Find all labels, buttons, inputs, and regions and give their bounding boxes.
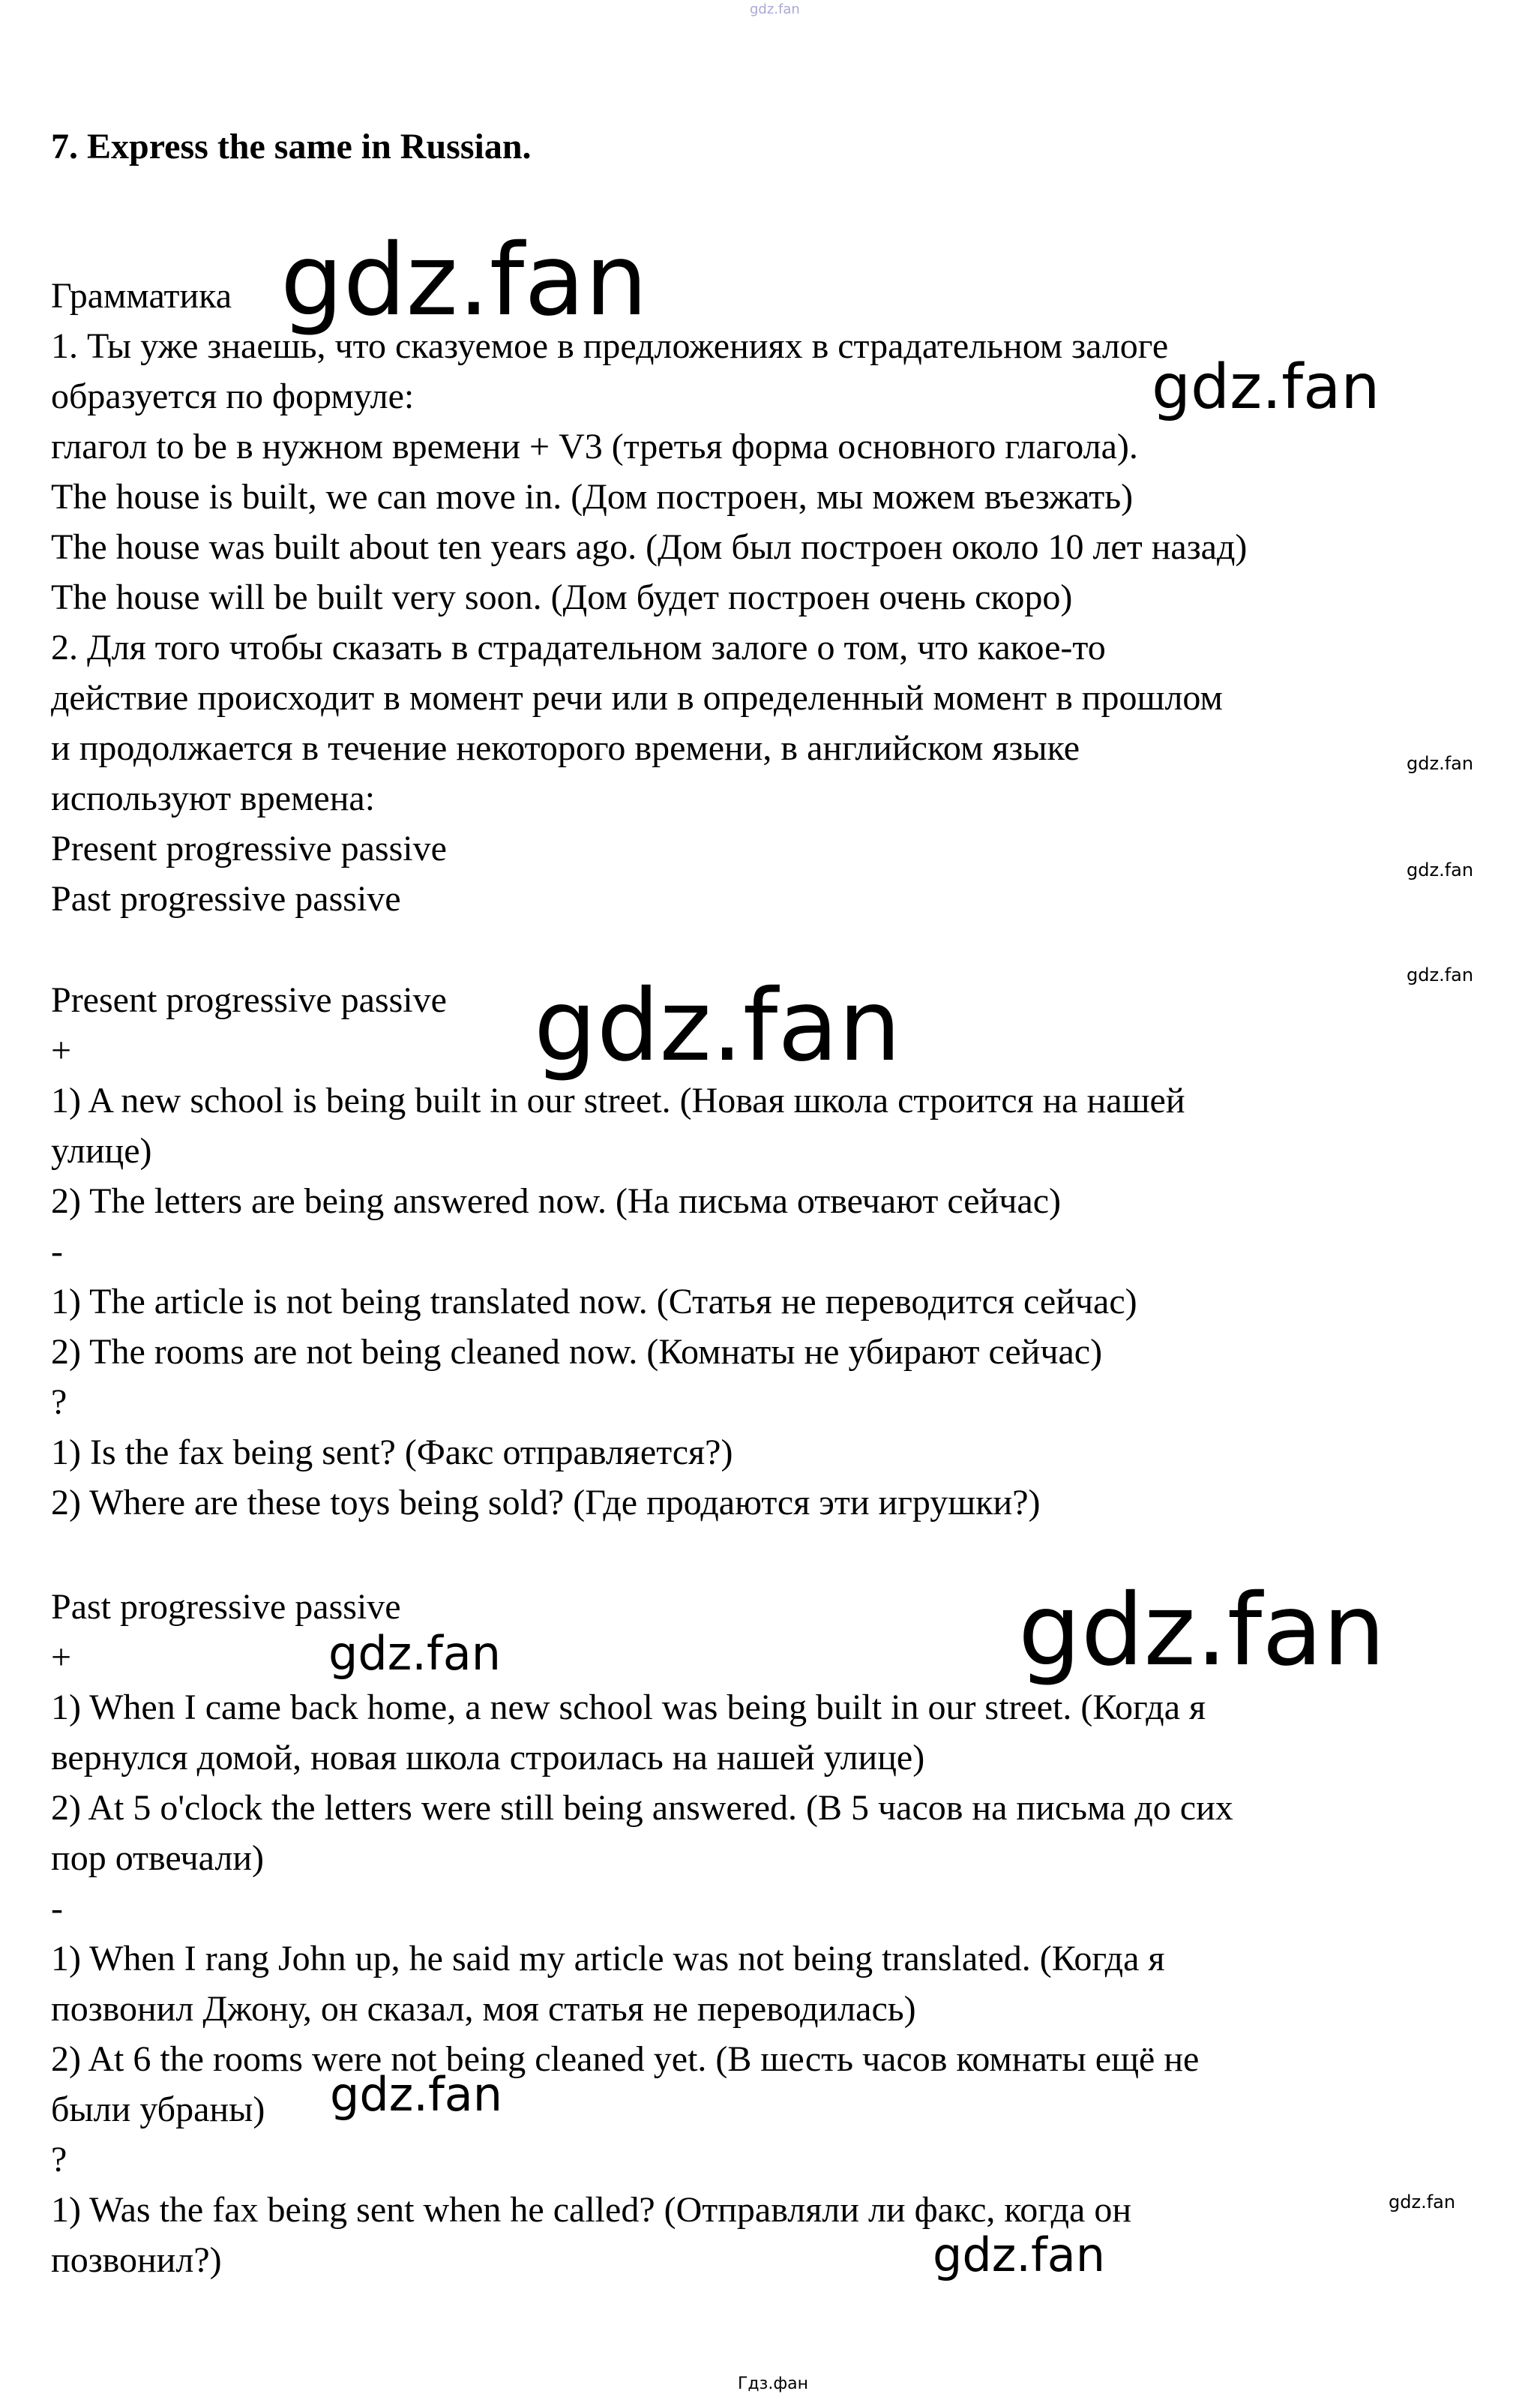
affirmative-marker: + [51, 1637, 72, 1677]
page-footer: Гдз.фан [738, 2374, 808, 2393]
example-line: 2) The letters are being answered now. (На письма отвечают сейчас) [51, 1181, 1062, 1221]
example-line: вернулся домой, новая школа строилась на нашей улице) [51, 1738, 925, 1778]
example-line: 2) Where are these toys being sold? (Где продаются эти игрушки?) [51, 1483, 1041, 1522]
example-line: были убраны) [51, 2090, 265, 2129]
watermark: gdz.fan [330, 2067, 503, 2122]
watermark: gdz.fan [1389, 2192, 1456, 2212]
section-title-grammar: Грамматика [51, 276, 232, 316]
text-line: действие происходит в момент речи или в определенный момент в прошлом [51, 678, 1223, 718]
watermark: gdz.fan [1407, 964, 1474, 986]
watermark: gdz.fan [1018, 1573, 1386, 1688]
example-line: позвонил?) [51, 2240, 222, 2280]
example-line: The house is built, we can move in. (Дом построен, мы можем въезжать) [51, 477, 1134, 517]
example-line: 1) A new school is being built in our street. (Новая школа строится на нашей [51, 1081, 1185, 1120]
watermark: gdz.fan [1152, 352, 1380, 423]
example-line: пор отвечали) [51, 1838, 265, 1878]
watermark: gdz.fan [280, 223, 648, 338]
question-marker: ? [51, 2140, 67, 2180]
question-marker: ? [51, 1382, 67, 1422]
example-line: 1) Was the fax being sent when he called? (Отправляли ли факс, когда он [51, 2190, 1132, 2230]
text-line: и продолжается в течение некоторого времени, в английском языке [51, 728, 1080, 768]
text-line: образуется по формуле: [51, 376, 415, 416]
example-line: 1) Is the fax being sent? (Факс отправляется?) [51, 1432, 733, 1472]
watermark: gdz.fan [933, 2228, 1106, 2282]
example-line: 1) When I rang John up, he said my article was not being translated. (Когда я [51, 1939, 1165, 1978]
tense-name: Past progressive passive [51, 879, 401, 919]
top-watermark: gdz.fan [750, 2, 800, 17]
negative-marker: - [51, 1232, 63, 1271]
text-line: глагол to be в нужном времени + V3 (третья форма основного глагола). [51, 427, 1138, 466]
example-line: The house will be built very soon. (Дом будет построен очень скоро) [51, 578, 1073, 617]
watermark: gdz.fan [328, 1626, 502, 1681]
example-line: позвонил Джону, он сказал, моя статья не переводилась) [51, 1989, 916, 2029]
tense-name: Present progressive passive [51, 829, 447, 868]
negative-marker: - [51, 1888, 63, 1928]
example-line: 2) At 5 o'clock the letters were still being answered. (В 5 часов на письма до сих [51, 1788, 1233, 1828]
section-title-present-progressive: Present progressive passive [51, 980, 447, 1020]
example-line: 2) At 6 the rooms were not being cleaned yet. (В шесть часов комнаты ещё не [51, 2039, 1200, 2079]
example-line: The house was built about ten years ago. (Дом был построен около 10 лет назад) [51, 527, 1248, 567]
example-line: улице) [51, 1131, 152, 1171]
watermark: gdz.fan [1407, 860, 1474, 880]
watermark: gdz.fan [1407, 753, 1474, 774]
example-line: 1) When I came back home, a new school was being built in our street. (Когда я [51, 1688, 1206, 1727]
text-line: 2. Для того чтобы сказать в страдательном залоге о том, что какое-то [51, 628, 1106, 668]
exercise-heading: 7. Express the same in Russian. [51, 127, 532, 166]
section-title-past-progressive: Past progressive passive [51, 1587, 401, 1627]
example-line: 2) The rooms are not being cleaned now. (Комнаты не убирают сейчас) [51, 1332, 1103, 1372]
text-line: 1. Ты уже знаешь, что сказуемое в предложениях в страдательном залоге [51, 326, 1169, 366]
example-line: 1) The article is not being translated now. (Статья не переводится сейчас) [51, 1282, 1137, 1322]
affirmative-marker: + [51, 1030, 72, 1070]
text-line: используют времена: [51, 778, 376, 818]
watermark: gdz.fan [534, 968, 901, 1084]
